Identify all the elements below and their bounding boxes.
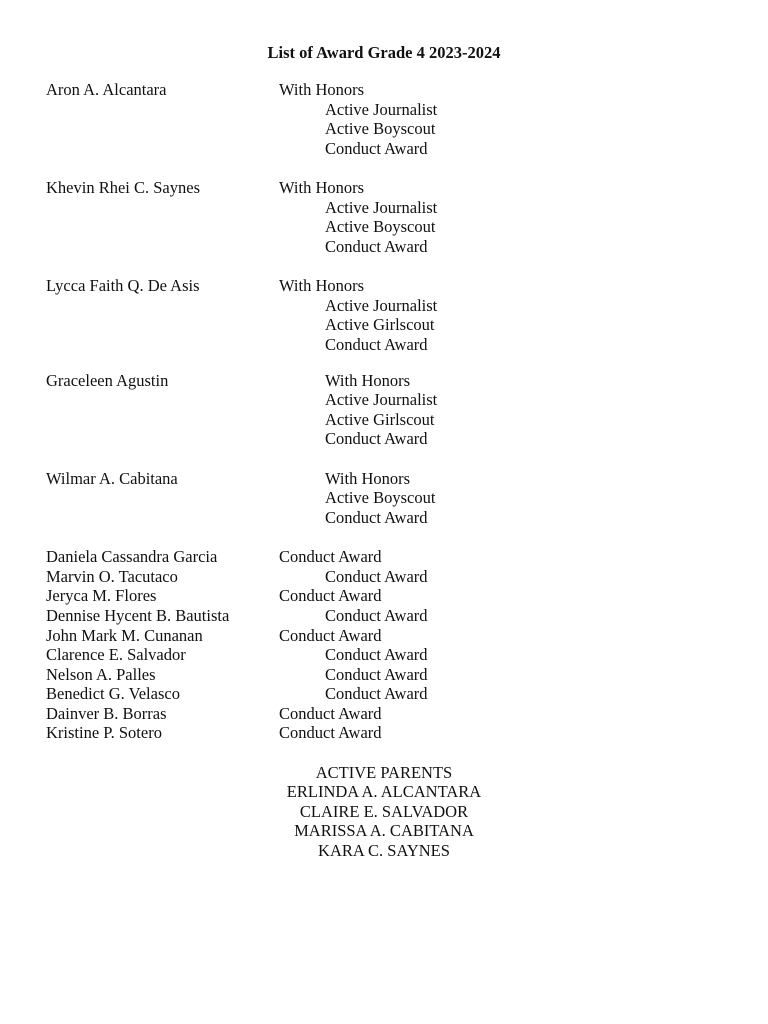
award-item: Conduct Award [325, 237, 428, 256]
student-name: Lycca Faith Q. De Asis [46, 276, 200, 295]
document-title: List of Award Grade 4 2023-2024 [267, 43, 501, 62]
list-item-award: Conduct Award [325, 684, 428, 703]
list-item-name: Clarence E. Salvador [46, 645, 186, 664]
award-item: Conduct Award [325, 335, 428, 354]
award-item: Active Girlscout [325, 315, 435, 334]
list-item-name: Marvin O. Tacutaco [46, 567, 178, 586]
list-item-name: Benedict G. Velasco [46, 684, 180, 703]
parent-name: KARA C. SAYNES [318, 841, 450, 860]
award-item: With Honors [279, 80, 365, 99]
award-item: Active Boyscout [325, 217, 436, 236]
list-item-award: Conduct Award [279, 704, 382, 723]
award-item: With Honors [279, 276, 365, 295]
list-item-award: Conduct Award [279, 586, 382, 605]
award-item: Active Girlscout [325, 410, 435, 429]
student-name: Graceleen Agustin [46, 371, 169, 390]
student-name: Aron A. Alcantara [46, 80, 167, 99]
parent-name: CLAIRE E. SALVADOR [299, 802, 469, 821]
list-item-name: John Mark M. Cunanan [46, 626, 203, 645]
award-item: With Honors [325, 469, 411, 488]
award-item: With Honors [325, 371, 411, 390]
active-parents-heading: ACTIVE PARENTS [315, 763, 453, 782]
award-item: Active Boyscout [325, 488, 436, 507]
award-item: Conduct Award [325, 429, 428, 448]
list-item-award: Conduct Award [279, 723, 382, 742]
award-item: Conduct Award [325, 508, 428, 527]
award-item: Conduct Award [325, 139, 428, 158]
student-name: Wilmar A. Cabitana [46, 469, 178, 488]
list-item-award: Conduct Award [325, 567, 428, 586]
award-item: Active Boyscout [325, 119, 436, 138]
award-item: With Honors [279, 178, 365, 197]
student-name: Khevin Rhei C. Saynes [46, 178, 200, 197]
list-item-name: Daniela Cassandra Garcia [46, 547, 218, 566]
list-item-name: Nelson A. Palles [46, 665, 156, 684]
list-item-award: Conduct Award [325, 606, 428, 625]
list-item-award: Conduct Award [279, 626, 382, 645]
award-item: Active Journalist [325, 390, 438, 409]
list-item-name: Dennise Hycent B. Bautista [46, 606, 230, 625]
award-item: Active Journalist [325, 198, 438, 217]
list-item-name: Kristine P. Sotero [46, 723, 162, 742]
list-item-name: Jeryca M. Flores [46, 586, 157, 605]
list-item-award: Conduct Award [279, 547, 382, 566]
parent-name: ERLINDA A. ALCANTARA [286, 782, 482, 801]
award-item: Active Journalist [325, 100, 438, 119]
list-item-name: Dainver B. Borras [46, 704, 167, 723]
parent-name: MARISSA A. CABITANA [294, 821, 474, 840]
list-item-award: Conduct Award [325, 645, 428, 664]
award-item: Active Journalist [325, 296, 438, 315]
list-item-award: Conduct Award [325, 665, 428, 684]
